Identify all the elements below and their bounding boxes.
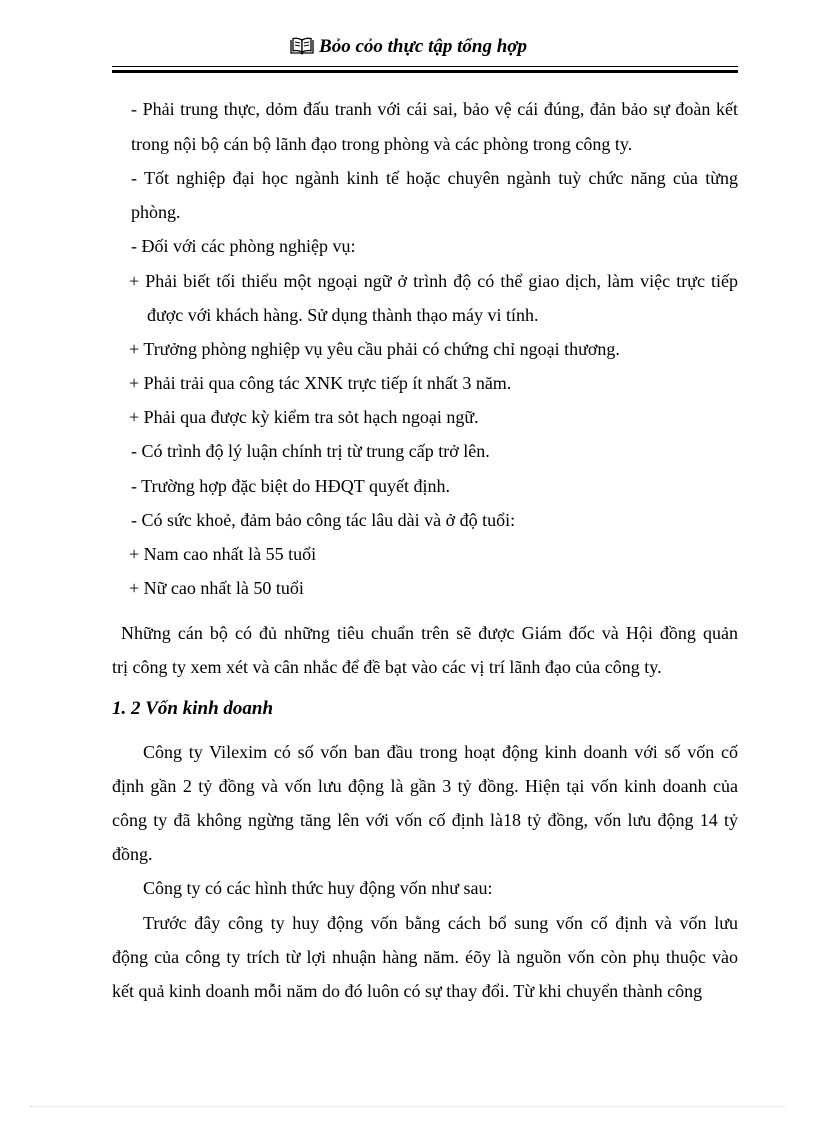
section-heading: 1. 2 Vốn kinh doanh [112,698,274,719]
text-line: kết quả kinh doanh mỗi năm do đó luôn có sự thay đổi. Từ khi chuyển thành công [112,981,703,1001]
text-line: - Tốt nghiệp đại học ngành kinh tế hoặc chuyên ngành tuỳ chức năng của từng [131,168,738,188]
text-line: Những cán bộ có đủ những tiêu chuẩn trên sẽ được Giám đốc và Hội đồng quản [121,623,738,643]
page-bottom-border [30,1106,786,1107]
page-header [0,36,816,61]
text-line: Trước đây công ty huy động vốn bằng cách bổ sung vốn cố định và vốn lưu [143,913,738,933]
header-title: Bỏo cỏo thực tập tổng hợp [319,36,527,57]
text-line: + Phải qua được kỳ kiểm tra sỏt hạch ngoại ngữ. [129,407,479,427]
header-rule-thick [112,70,738,73]
text-line: Công ty Vilexim có số vốn ban đầu trong hoạt động kinh doanh với số vốn cố [143,742,738,762]
text-line: đồng. [112,844,153,864]
text-line: + Phải biết tối thiểu một ngoại ngữ ở trình độ có thể giao dịch, làm việc trực tiếp [129,271,738,291]
text-line: - Có sức khoẻ, đảm bảo công tác lâu dài và ở độ tuổi: [131,510,516,530]
text-line: được với khách hàng. Sử dụng thành thạo máy vi tính. [147,305,539,325]
text-line: trong nội bộ cán bộ lãnh đạo trong phòng và các phòng trong công ty. [131,134,633,154]
text-line: - Đối với các phòng nghiệp vụ: [131,236,356,256]
text-line: phòng. [131,202,181,222]
text-line: + Trưởng phòng nghiệp vụ yêu cầu phải có chứng chỉ ngoại thương. [129,339,620,359]
text-line: + Nữ cao nhất là 50 tuổi [129,578,304,598]
text-line: + Nam cao nhất là 55 tuổi [129,544,317,564]
text-line: công ty đã không ngừng tăng lên với vốn cố định là18 tỷ đồng, vốn lưu động 14 tỷ [112,810,738,830]
text-line: - Có trình độ lý luận chính trị từ trung cấp trở lên. [131,441,490,461]
text-line: định gần 2 tỷ đồng và vốn lưu động là gần 3 tỷ đồng. Hiện tại vốn kinh doanh của [112,776,738,796]
text-line: Công ty có các hình thức huy động vốn như sau: [143,878,493,898]
text-line: - Trường hợp đặc biệt do HĐQT quyết định. [131,476,450,496]
text-line: - Phải trung thực, dỏm đấu tranh với cái sai, bảo vệ cái đúng, đản bảo sự đoàn kết [131,99,738,119]
text-line: + Phải trải qua công tác XNK trực tiếp ít nhất 3 năm. [129,373,512,393]
open-book-icon [289,37,315,61]
header-rule-thin [112,66,738,67]
text-line: động của công ty trích từ lợi nhuận hàng năm. éõy là nguồn vốn còn phụ thuộc vào [112,947,738,967]
text-line: trị công ty xem xét và cân nhắc để đề bạt vào các vị trí lãnh đạo của công ty. [112,657,662,677]
